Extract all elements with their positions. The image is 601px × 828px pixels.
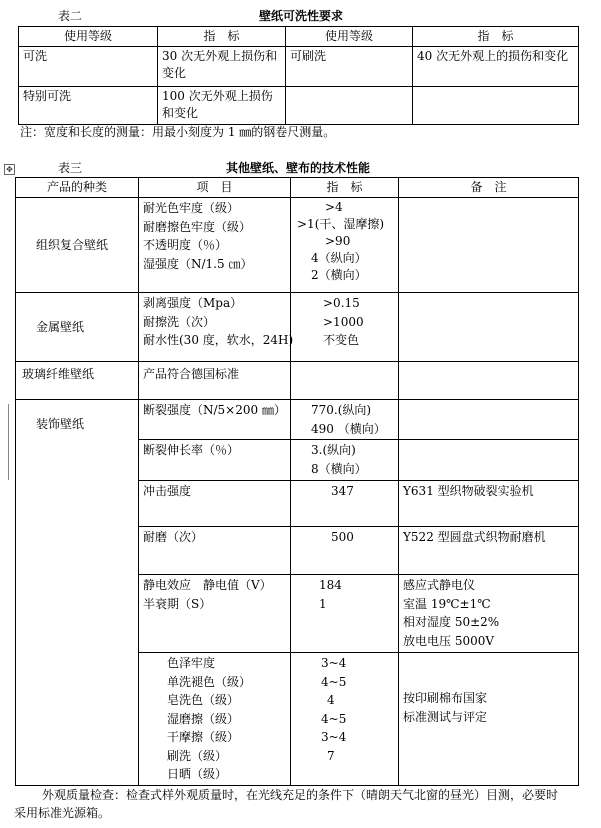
table-anchor-icon[interactable]: ✥ [4,164,15,175]
table2-header: 备 注 [399,178,579,198]
table1-cell [413,87,579,125]
product-type: 组织复合壁纸 [16,198,139,293]
item-text: 刷洗（级） [167,748,228,763]
remark-text: Y522 型圆盘式织物耐磨机 [403,530,546,544]
table1-title: 壁纸可洗性要求 [259,9,344,23]
item-text: 静电效应 静电值（V） [143,578,272,592]
item-text: 色泽牢度 [167,656,216,670]
values-cell [291,527,399,575]
value-text: 4（纵向） [311,251,367,265]
table2-header: 指 标 [291,178,399,198]
table2-header: 项 目 [139,178,291,198]
table1-label: 表二 [58,9,83,23]
value-text: 3~4 [321,730,347,744]
table2-header: 产品的种类 [16,178,139,198]
remark-text: 感应式静电仪 [403,578,476,592]
margin-marker [8,404,9,480]
table2-title: 其他壁纸、壁布的技术性能 [226,161,371,175]
remark-cell [399,362,579,400]
remark-cell [399,440,579,481]
washability-table [18,26,579,125]
tech-performance-table [15,177,579,786]
table1-header: 使用等级 [286,27,413,47]
items-cell [139,198,291,293]
value-text: 7 [327,748,335,763]
item-text: 断裂伸长率（％） [143,443,240,457]
table1-cell: 30 次无外观上损伤和变化 [158,47,286,87]
items-cell [139,575,291,653]
remark-text: 放电电压 5000V [403,633,495,648]
item-text: 半衰期（S） [143,596,212,611]
product-type: 装饰壁纸 [16,400,139,786]
remark-text: 室温 19℃±1℃ [403,596,491,611]
item-text: 皂洗色（级） [167,693,240,707]
values-cell [291,481,399,527]
remark-text: Y631 型织物破裂实验机 [403,484,534,498]
values-cell [291,362,399,400]
table1-header: 指 标 [158,27,286,47]
table1-cell [286,87,413,125]
value-text: >1(干、湿摩擦) [297,217,385,231]
values-cell [291,653,399,786]
item-text: 单洗褪色（级） [167,674,252,689]
product-type: 金属壁纸 [16,293,139,362]
item-text: 不透明度（％） [143,238,228,252]
value-text: 1 [319,596,327,611]
remark-text: 标准测试与评定 [403,709,488,724]
item-text: 湿强度（N/1.5 ㎝） [143,256,253,271]
value-text: 490 （横向） [311,421,386,436]
item-text: 断裂强度（N/5×200 ㎜） [143,403,286,417]
values-cell [291,198,399,293]
table1-header: 指 标 [413,27,579,47]
value-text: >1000 [323,314,364,329]
remark-cell [399,293,579,362]
value-text: 4~5 [321,674,347,689]
values-cell [291,293,399,362]
item-text: 湿磨擦（级） [167,711,240,726]
item-text: 耐擦洗（次） [143,314,216,329]
remark-text: 相对湿度 50±2% [403,615,500,629]
remark-cell [399,481,579,527]
table1-cell: 特别可洗 [19,87,158,125]
table1-note: 注：宽度和长度的测量：用最小刻度为 1 ㎜的钢卷尺测量。 [20,125,336,139]
remark-cell [399,400,579,440]
value-text: 770.(纵向) [311,403,372,417]
items-cell [139,293,294,362]
remark-cell [399,198,579,293]
items-cell [139,440,291,481]
item-text: 干摩擦（级） [167,730,240,744]
items-cell [139,400,291,440]
value-text: 4 [327,693,335,707]
items-cell [139,653,291,786]
value-text: 3~4 [321,656,347,670]
product-type: 玻璃纤维壁纸 [16,362,139,400]
table1-cell: 可刷洗 [286,47,413,87]
values-cell [291,400,399,440]
remark-cell [399,527,579,575]
value-text: 3.(纵向) [311,443,356,457]
value-text: >4 [325,200,343,214]
value-text: >90 [325,234,351,248]
table1-cell: 40 次无外观上的损伤和变化 [413,47,579,87]
footer-line-2: 采用标准光源箱。 [14,806,111,820]
remark-text: 按印刷棉布国家 [403,691,488,705]
value-text: 不变色 [323,333,360,347]
remark-cell [399,575,579,653]
table1-cell: 可洗 [19,47,158,87]
items-cell [139,527,291,575]
remark-cell [399,653,579,786]
table1-cell: 100 次无外观上损伤和变化 [158,87,286,125]
item-text: 耐磨（次） [143,530,204,544]
item-text: 冲击强度 [143,484,192,498]
item-text: 产品符合德国标准 [139,362,291,400]
value-text: 8（横向） [311,461,367,476]
value-text: 500 [331,530,354,544]
footer-line-1: 外观质量检查：检查式样外观质量时，在光线充足的条件下（晴朗天气北窗的昼光）目测，必要时 [42,788,559,802]
item-text: 日晒（级） [167,767,228,781]
table1-header: 使用等级 [19,27,158,47]
value-text: >0.15 [323,296,360,310]
value-text: 2（横向） [311,268,367,282]
table2-label: 表三 [58,161,83,175]
value-text: 347 [331,484,354,498]
item-text: 耐磨擦色牢度（级） [143,219,252,234]
value-text: 184 [319,578,342,592]
values-cell [291,575,399,653]
values-cell [291,440,399,481]
value-text: 4~5 [321,711,347,726]
item-text: 耐光色牢度（级） [143,201,240,215]
item-text: 耐水性(30 度，软水，24H) [143,333,294,347]
items-cell [139,481,291,527]
item-text: 剥离强度（Mpa） [143,296,243,310]
